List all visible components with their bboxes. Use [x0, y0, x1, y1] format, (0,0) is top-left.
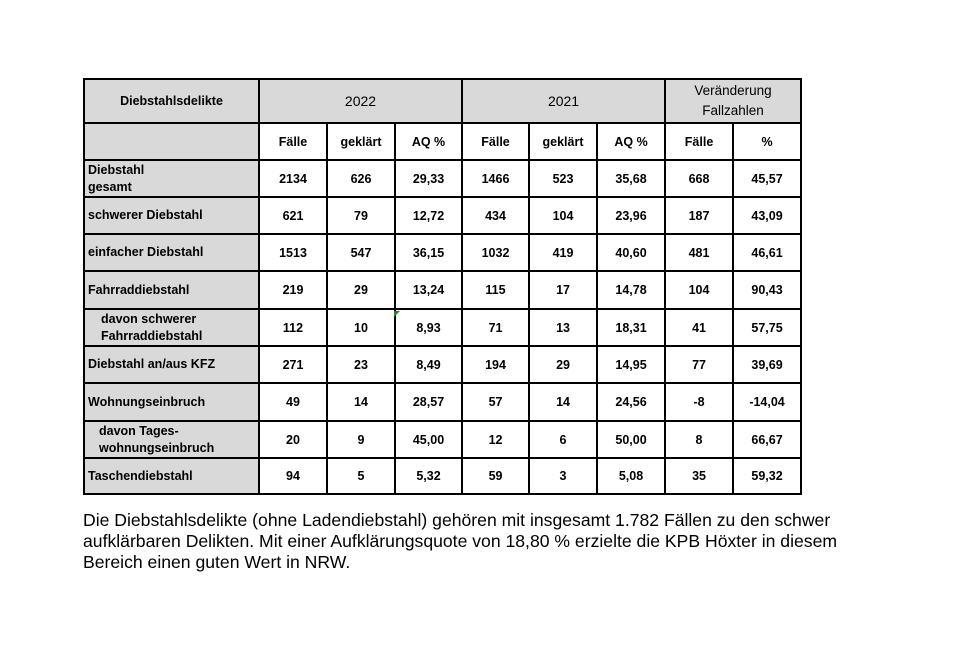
row-label-line1: Diebstahl	[88, 162, 145, 177]
cell: 66,67	[733, 421, 801, 458]
table-row	[84, 458, 801, 494]
cell: -14,04	[733, 383, 801, 421]
cell: 9	[327, 421, 395, 458]
year-header-2021: 2021	[462, 79, 665, 123]
cell: 8,49	[395, 346, 462, 383]
cell-comment-marker	[394, 311, 400, 317]
cell: 187	[665, 197, 733, 234]
theft-statistics-table	[83, 78, 802, 495]
cell: 13,24	[395, 271, 462, 309]
change-header-line1: Veränderung	[694, 83, 772, 98]
cell: 29	[327, 271, 395, 309]
cell: 18,31	[597, 309, 665, 346]
cell: 29,33	[395, 160, 462, 197]
cell: 29	[529, 346, 597, 383]
table-row	[84, 383, 801, 421]
cell: 14	[327, 383, 395, 421]
cell: 35	[665, 458, 733, 494]
cell: -8	[665, 383, 733, 421]
cell: 59,32	[733, 458, 801, 494]
cell: 112	[259, 309, 327, 346]
row-label: einfacher Diebstahl	[84, 234, 259, 271]
row-label-line2: gesamt	[88, 179, 132, 194]
cell: 77	[665, 346, 733, 383]
cell: 8	[665, 421, 733, 458]
cell: 23	[327, 346, 395, 383]
cell: 104	[529, 197, 597, 234]
cell: 10	[327, 309, 395, 346]
cell: 94	[259, 458, 327, 494]
row-label	[84, 309, 259, 346]
cell: 5	[327, 458, 395, 494]
cell: 3	[529, 458, 597, 494]
change-header-line2: Fallzahlen	[702, 103, 764, 118]
sub-header: geklärt	[327, 123, 395, 160]
cell: 547	[327, 234, 395, 271]
sub-header: AQ %	[395, 123, 462, 160]
cell: 6	[529, 421, 597, 458]
row-label: Fahrraddiebstahl	[84, 271, 259, 309]
cell: 1466	[462, 160, 529, 197]
sub-header-row	[84, 123, 801, 160]
cell: 49	[259, 383, 327, 421]
cell: 5,32	[395, 458, 462, 494]
cell: 434	[462, 197, 529, 234]
cell: 12,72	[395, 197, 462, 234]
cell: 71	[462, 309, 529, 346]
change-header	[665, 79, 801, 123]
cell: 45,00	[395, 421, 462, 458]
row-label-line2: wohnungseinbruch	[99, 440, 215, 455]
cell: 43,09	[733, 197, 801, 234]
row-label-line1: davon schwerer	[101, 311, 197, 326]
row-label: schwerer Diebstahl	[84, 197, 259, 234]
cell: 45,57	[733, 160, 801, 197]
cell: 5,08	[597, 458, 665, 494]
cell: 12	[462, 421, 529, 458]
row-label: Wohnungseinbruch	[84, 383, 259, 421]
cell: 621	[259, 197, 327, 234]
sub-header: geklärt	[529, 123, 597, 160]
cell: 17	[529, 271, 597, 309]
corner-header: Diebstahlsdelikte	[84, 79, 259, 123]
table-row	[84, 160, 801, 197]
cell: 14,78	[597, 271, 665, 309]
cell: 271	[259, 346, 327, 383]
sub-header: AQ %	[597, 123, 665, 160]
table-row	[84, 346, 801, 383]
cell: 481	[665, 234, 733, 271]
cell: 41	[665, 309, 733, 346]
row-label-line2: Fahrraddiebstahl	[101, 328, 203, 343]
cell: 79	[327, 197, 395, 234]
cell: 57,75	[733, 309, 801, 346]
sub-header: %	[733, 123, 801, 160]
cell: 115	[462, 271, 529, 309]
cell: 50,00	[597, 421, 665, 458]
cell: 523	[529, 160, 597, 197]
cell: 40,60	[597, 234, 665, 271]
cell: 2134	[259, 160, 327, 197]
sub-header: Fälle	[462, 123, 529, 160]
year-header-2022: 2022	[259, 79, 462, 123]
table-row	[84, 271, 801, 309]
sub-header-empty	[84, 123, 259, 160]
cell: 24,56	[597, 383, 665, 421]
cell: 23,96	[597, 197, 665, 234]
cell: 14,95	[597, 346, 665, 383]
cell: 36,15	[395, 234, 462, 271]
table-row	[84, 197, 801, 234]
cell: 20	[259, 421, 327, 458]
cell: 46,61	[733, 234, 801, 271]
cell: 57	[462, 383, 529, 421]
cell: 626	[327, 160, 395, 197]
cell: 35,68	[597, 160, 665, 197]
sub-header: Fälle	[665, 123, 733, 160]
cell: 104	[665, 271, 733, 309]
cell: 1032	[462, 234, 529, 271]
table-row	[84, 421, 801, 458]
sub-header: Fälle	[259, 123, 327, 160]
table-row	[84, 234, 801, 271]
summary-paragraph: Die Diebstahlsdelikte (ohne Ladendiebstahl) gehören mit insgesamt 1.782 Fällen zu den schwer aufklärbaren Delikten. Mit einer Aufklärungsquote von 18,80 % erzielte die KPB Höxter in diesem Bereich einen guten Wert in NRW.	[83, 510, 838, 572]
cell: 1513	[259, 234, 327, 271]
row-label-line1: davon Tages-	[99, 423, 179, 438]
table-row	[84, 309, 801, 346]
row-label: Diebstahl an/aus KFZ	[84, 346, 259, 383]
cell: 194	[462, 346, 529, 383]
cell: 39,69	[733, 346, 801, 383]
cell: 28,57	[395, 383, 462, 421]
cell: 8,93	[395, 309, 462, 346]
cell: 90,43	[733, 271, 801, 309]
cell: 59	[462, 458, 529, 494]
cell: 14	[529, 383, 597, 421]
cell: 13	[529, 309, 597, 346]
row-label	[84, 421, 259, 458]
cell: 668	[665, 160, 733, 197]
row-label: Taschendiebstahl	[84, 458, 259, 494]
cell: 219	[259, 271, 327, 309]
cell: 419	[529, 234, 597, 271]
row-label	[84, 160, 259, 197]
